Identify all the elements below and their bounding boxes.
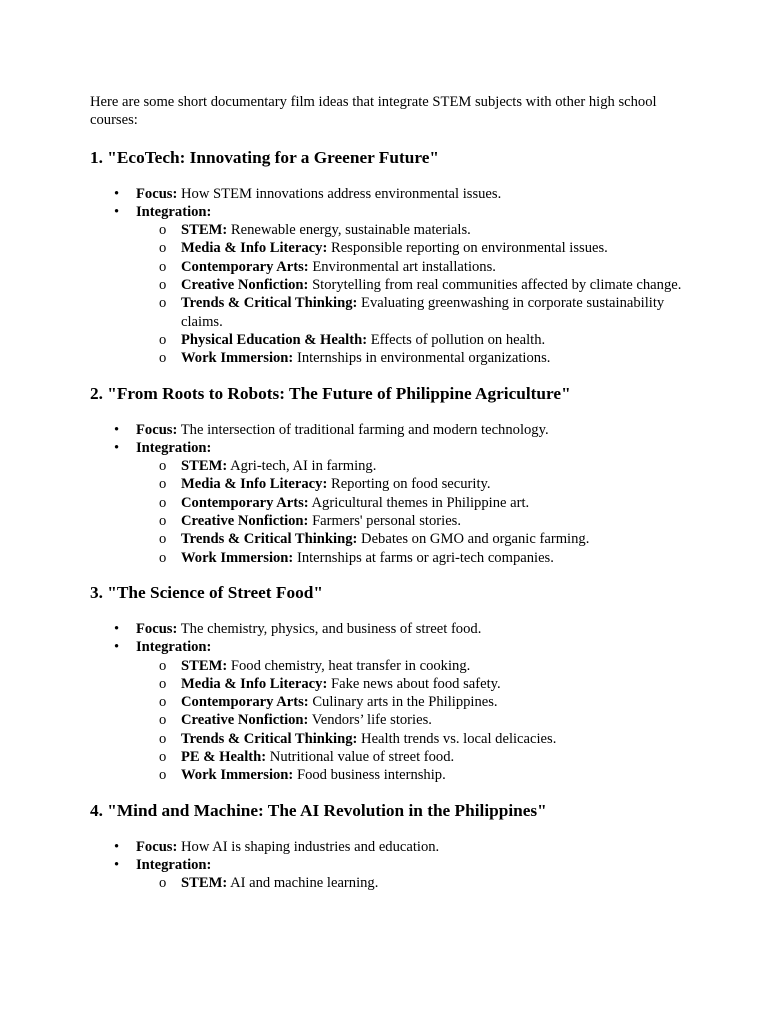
focus-item: [90, 838, 690, 856]
subject-text: Health trends vs. local delicacies.: [361, 730, 557, 747]
integration-subitem: [136, 221, 690, 239]
bullet-circle-icon: o: [159, 458, 167, 475]
subject-label: Trends & Critical Thinking:: [181, 531, 358, 548]
focus-text: How AI is shaping industries and education.: [181, 838, 440, 855]
integration-label: Integration:: [136, 203, 212, 220]
integration-subitem: [136, 711, 690, 729]
subject-text: Debates on GMO and organic farming.: [361, 531, 590, 548]
integration-subitem: [136, 239, 690, 257]
subject-label: PE & Health:: [181, 749, 267, 766]
idea-details-list: [90, 620, 690, 785]
focus-text: The chemistry, physics, and business of street food.: [180, 620, 482, 637]
subject-text: Fake news about food safety.: [330, 675, 501, 692]
integration-sublist: [136, 221, 690, 367]
integration-subitem: [136, 349, 690, 367]
subject-label: Contemporary Arts:: [181, 494, 309, 511]
integration-item: [90, 439, 690, 567]
focus-label: Focus:: [136, 421, 178, 438]
bullet-circle-icon: o: [159, 331, 167, 348]
integration-sublist: [136, 874, 690, 892]
subject-text: Evaluating greenwashing in corporate sustainability claims.: [181, 295, 665, 330]
bullet-circle-icon: o: [159, 476, 167, 493]
integration-label: Integration:: [136, 639, 212, 656]
integration-label: Integration:: [136, 439, 212, 456]
integration-label: Integration:: [136, 856, 212, 873]
integration-subitem: [136, 258, 690, 276]
idea-details-list: [90, 185, 690, 368]
subject-text: Responsible reporting on environmental issues.: [330, 240, 608, 257]
integration-item: [90, 856, 690, 893]
focus-text: The intersection of traditional farming and modern technology.: [180, 421, 549, 438]
idea-section: [90, 582, 690, 785]
subject-label: Work Immersion:: [181, 350, 294, 367]
subject-label: Contemporary Arts:: [181, 258, 309, 275]
subject-text: Internships at farms or agri-tech companies.: [296, 549, 554, 566]
subject-text: Internships in environmental organizations.: [296, 350, 551, 367]
bullet-circle-icon: o: [159, 222, 167, 239]
integration-subitem: [136, 494, 690, 512]
bullet-dot-icon: •: [114, 856, 120, 873]
subject-label: Creative Nonfiction:: [181, 277, 309, 294]
subject-label: Media & Info Literacy:: [181, 476, 328, 493]
integration-subitem: [136, 693, 690, 711]
integration-subitem: [136, 331, 690, 349]
integration-sublist: [136, 657, 690, 785]
bullet-circle-icon: o: [159, 513, 167, 530]
integration-subitem: [136, 475, 690, 493]
idea-section: [90, 383, 690, 567]
integration-sublist: [136, 457, 690, 567]
subject-text: Agri-tech, AI in farming.: [230, 458, 377, 475]
idea-title: 1. "EcoTech: Innovating for a Greener Future": [90, 147, 439, 167]
bullet-circle-icon: o: [159, 549, 167, 566]
subject-label: Trends & Critical Thinking:: [181, 730, 358, 747]
integration-subitem: [136, 874, 690, 892]
subject-text: Culinary arts in the Philippines.: [312, 694, 498, 711]
subject-text: Renewable energy, sustainable materials.: [230, 222, 471, 239]
focus-item: [90, 421, 690, 439]
subject-label: STEM:: [181, 875, 228, 892]
bullet-circle-icon: o: [159, 258, 167, 275]
integration-subitem: [136, 276, 690, 294]
subject-label: STEM:: [181, 222, 228, 239]
bullet-circle-icon: o: [159, 730, 167, 747]
integration-subitem: [136, 549, 690, 567]
bullet-circle-icon: o: [159, 240, 167, 257]
subject-text: Food chemistry, heat transfer in cooking.: [230, 657, 471, 674]
document-page: [90, 93, 690, 908]
idea-title: 3. "The Science of Street Food": [90, 582, 323, 602]
bullet-circle-icon: o: [159, 712, 167, 729]
bullet-circle-icon: o: [159, 694, 167, 711]
integration-item: [90, 203, 690, 368]
subject-text: Food business internship.: [296, 767, 446, 784]
subject-label: Media & Info Literacy:: [181, 675, 328, 692]
subject-label: Creative Nonfiction:: [181, 712, 309, 729]
bullet-circle-icon: o: [159, 494, 167, 511]
idea-title: 2. "From Roots to Robots: The Future of Philippine Agriculture": [90, 383, 571, 403]
integration-subitem: [136, 748, 690, 766]
bullet-circle-icon: o: [159, 657, 167, 674]
idea-section: [90, 147, 690, 368]
subject-text: Storytelling from real communities affected by climate change.: [312, 277, 682, 294]
integration-subitem: [136, 657, 690, 675]
subject-label: Work Immersion:: [181, 767, 294, 784]
subject-label: Trends & Critical Thinking:: [181, 295, 358, 312]
bullet-circle-icon: o: [159, 350, 167, 367]
focus-label: Focus:: [136, 185, 178, 202]
subject-text: Agricultural themes in Philippine art.: [311, 494, 530, 511]
bullet-circle-icon: o: [159, 767, 167, 784]
idea-section: [90, 800, 690, 893]
subject-label: STEM:: [181, 657, 228, 674]
idea-details-list: [90, 838, 690, 893]
subject-text: AI and machine learning.: [230, 875, 379, 892]
bullet-dot-icon: •: [114, 203, 120, 220]
subject-text: Effects of pollution on health.: [370, 331, 546, 348]
subject-label: Physical Education & Health:: [181, 331, 368, 348]
focus-item: [90, 185, 690, 203]
subject-label: STEM:: [181, 458, 228, 475]
bullet-circle-icon: o: [159, 277, 167, 294]
subject-text: Reporting on food security.: [330, 476, 491, 493]
focus-label: Focus:: [136, 620, 178, 637]
bullet-dot-icon: •: [114, 838, 120, 855]
integration-subitem: [136, 512, 690, 530]
integration-subitem: [136, 530, 690, 548]
integration-subitem: [136, 730, 690, 748]
integration-subitem: [136, 457, 690, 475]
integration-item: [90, 638, 690, 784]
bullet-circle-icon: o: [159, 875, 167, 892]
bullet-circle-icon: o: [159, 531, 167, 548]
integration-subitem: [136, 294, 690, 331]
subject-label: Media & Info Literacy:: [181, 240, 328, 257]
bullet-circle-icon: o: [159, 295, 167, 312]
bullet-dot-icon: •: [114, 639, 120, 656]
bullet-dot-icon: •: [114, 421, 120, 438]
subject-text: Environmental art installations.: [312, 258, 496, 275]
focus-text: How STEM innovations address environmental issues.: [181, 185, 502, 202]
integration-subitem: [136, 675, 690, 693]
integration-subitem: [136, 766, 690, 784]
subject-text: Vendors’ life stories.: [311, 712, 432, 729]
intro-paragraph: Here are some short documentary film ideas that integrate STEM subjects with other high school courses:: [90, 94, 657, 129]
subject-label: Work Immersion:: [181, 549, 294, 566]
bullet-dot-icon: •: [114, 439, 120, 456]
subject-label: Creative Nonfiction:: [181, 513, 309, 530]
idea-details-list: [90, 421, 690, 567]
subject-text: Nutritional value of street food.: [269, 749, 455, 766]
bullet-dot-icon: •: [114, 620, 120, 637]
focus-item: [90, 620, 690, 638]
bullet-circle-icon: o: [159, 675, 167, 692]
bullet-dot-icon: •: [114, 185, 120, 202]
idea-title: 4. "Mind and Machine: The AI Revolution in the Philippines": [90, 800, 547, 820]
subject-label: Contemporary Arts:: [181, 694, 309, 711]
focus-label: Focus:: [136, 838, 178, 855]
subject-text: Farmers' personal stories.: [312, 513, 461, 530]
bullet-circle-icon: o: [159, 749, 167, 766]
ideas-list: [90, 147, 690, 893]
